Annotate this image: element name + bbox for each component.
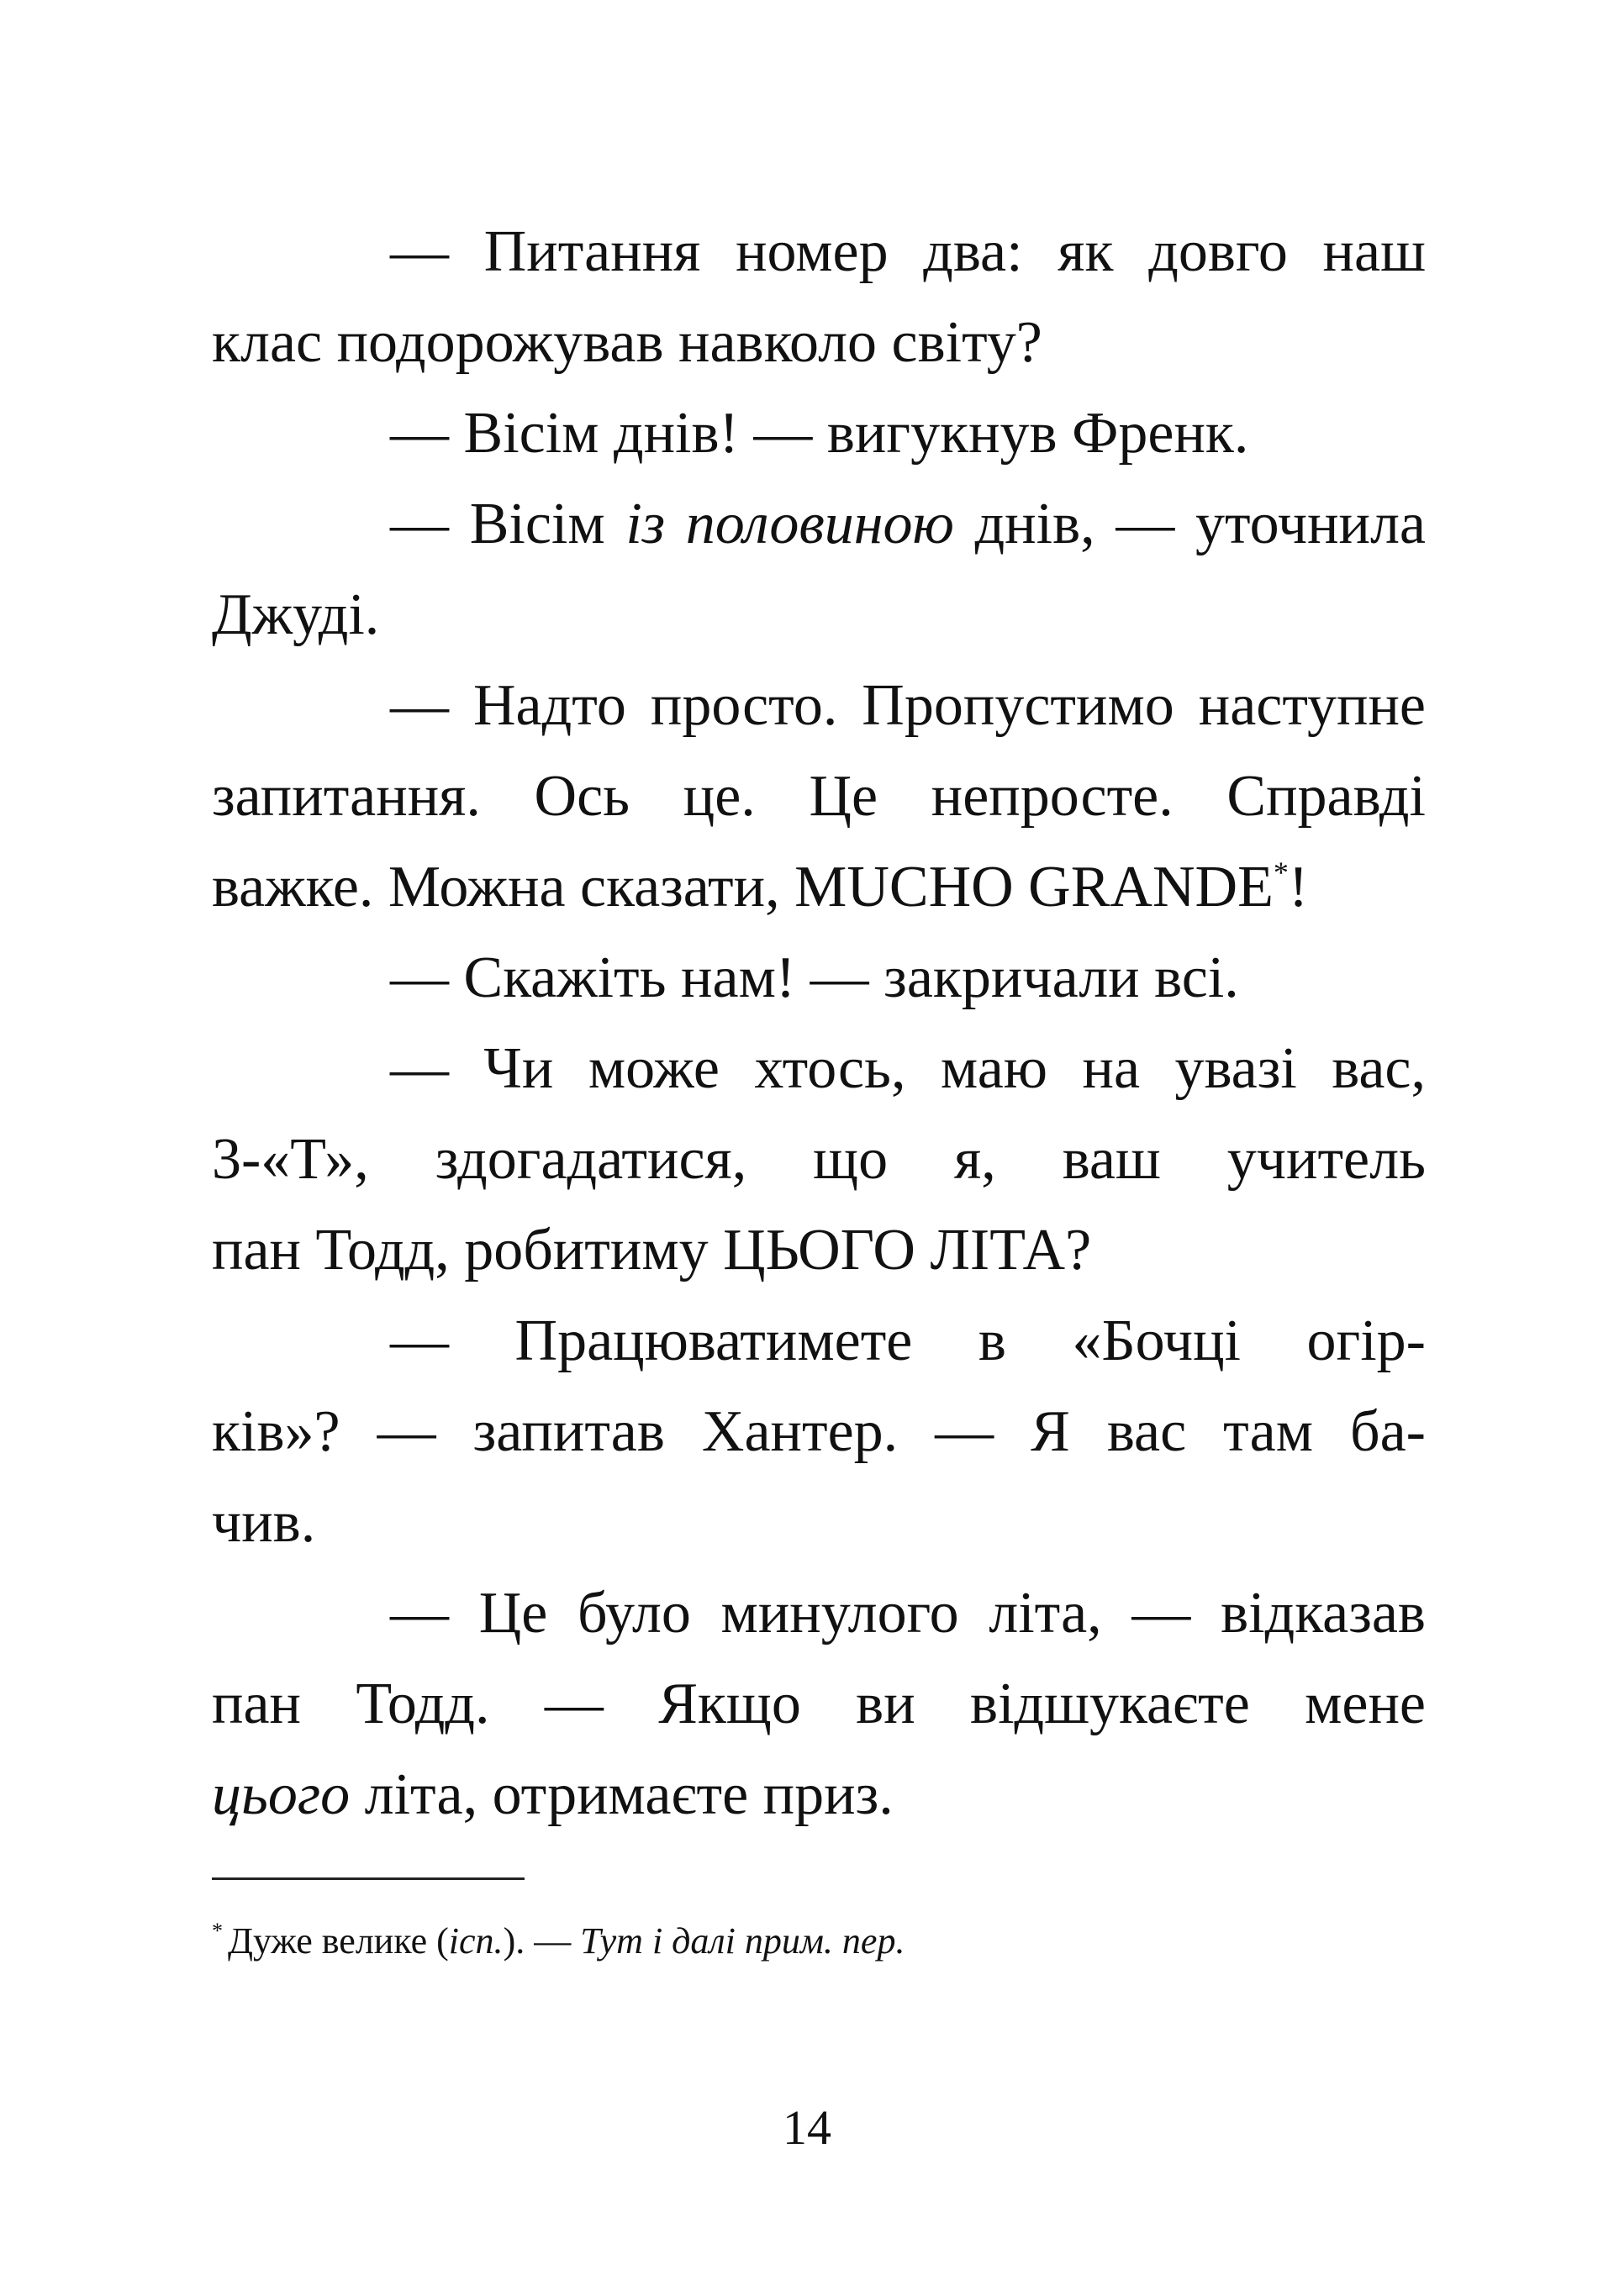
footnote-marker: *	[212, 1919, 223, 1943]
paragraph-tell-us	[212, 933, 1426, 1024]
paragraph-question-two	[212, 207, 1426, 388]
footnote-text: Дуже велике (	[228, 1920, 449, 1962]
paragraph-hunter	[212, 1296, 1426, 1568]
footnote-italic: ісп.	[448, 1920, 504, 1962]
text-line: — Питання номер два: як довго наш	[390, 219, 1426, 284]
paragraph-summer-question	[212, 1024, 1426, 1296]
text-segment: — Вісім	[390, 492, 626, 556]
text-segment: важке. Можна сказати, MUCHO GRANDE	[212, 855, 1274, 919]
text-segment: літа, отримаєте приз.	[350, 1762, 894, 1827]
paragraph-judy	[212, 479, 1426, 661]
text-line	[212, 1750, 1426, 1840]
footnote-italic: Тут і далі прим. пер.	[580, 1920, 905, 1962]
page-number: 14	[783, 2100, 831, 2155]
text-line: запитання. Ось це. Це непросте. Справді	[212, 764, 1426, 829]
text-line: — Чи може хтось, маю на увазі вас,	[390, 1036, 1426, 1101]
text-line	[212, 479, 1426, 570]
text-line: пан Тодд. — Якщо ви відшукаєте мене	[212, 1672, 1426, 1736]
text-segment: !	[1288, 855, 1309, 919]
footnote	[212, 1906, 1426, 1967]
text-line: — Це було минулого літа, — відказав	[390, 1581, 1426, 1646]
footnote-reference[interactable]: *	[1273, 856, 1289, 889]
footnote-divider	[212, 1877, 525, 1880]
text-line: пан Тодд, робитиму ЦЬОГО ЛІТА?	[212, 1218, 1092, 1282]
italic-emphasis: цього	[212, 1762, 351, 1827]
text-line: клас подорожував навколо світу?	[212, 310, 1042, 375]
text-line: — Вісім днів! — вигукнув Френк.	[390, 401, 1249, 466]
footnote-text: ). —	[503, 1920, 581, 1962]
body-text	[212, 207, 1426, 1840]
text-segment: днів, — уточнила	[953, 492, 1426, 556]
text-line: Джуді.	[212, 582, 380, 647]
text-line	[212, 842, 1426, 933]
paragraph-frank	[212, 388, 1426, 479]
text-line: чив.	[212, 1490, 316, 1555]
italic-emphasis: із половиною	[625, 492, 954, 556]
paragraph-too-easy	[212, 661, 1426, 933]
text-line: ків»? — запитав Хантер. — Я вас там ба-	[212, 1399, 1426, 1464]
paragraph-last-summer	[212, 1568, 1426, 1840]
text-line: — Надто просто. Пропустимо наступне	[390, 673, 1426, 738]
text-line: 3-«Т», здогадатися, що я, ваш учитель	[212, 1127, 1426, 1192]
text-line: — Працюватимете в «Бочці огір-	[390, 1309, 1426, 1373]
text-line: — Скажіть нам! — закричали всі.	[390, 945, 1239, 1010]
